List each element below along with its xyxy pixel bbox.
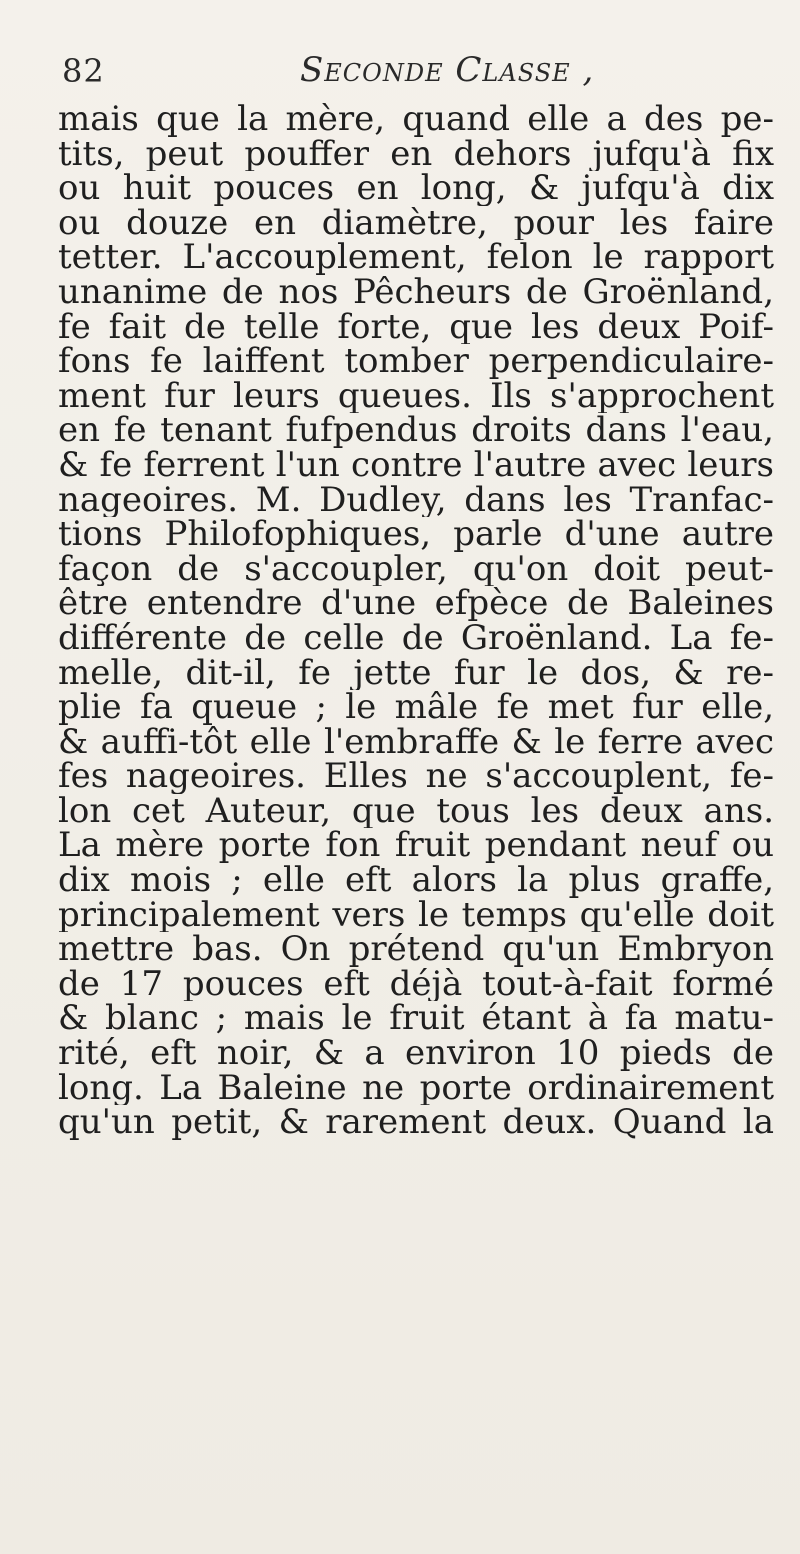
text-line: façon de s'accoupler, qu'on doit peut- <box>58 551 774 587</box>
text-line: & fe ferrent l'un contre l'autre avec leurs <box>58 447 774 483</box>
text-line: fes nageoires. Elles ne s'accouplent, fe- <box>58 759 774 794</box>
text-line: mais que la mère, quand elle a des pe- <box>58 102 774 137</box>
body-text <box>58 102 774 1140</box>
text-line: principalement vers le temps qu'elle doit <box>58 897 774 933</box>
page-number: 82 <box>62 52 105 90</box>
text-line: en fe tenant fufpendus droits dans l'eau, <box>58 413 774 448</box>
text-line: ou huit pouces en long, & jufqu'à dix <box>58 171 774 206</box>
text-line: mettre bas. On prétend qu'un Embryon <box>58 932 774 967</box>
text-line: plie fa queue ; le mâle fe met fur elle, <box>58 690 774 725</box>
text-line: fe fait de telle forte, que les deux Poif- <box>58 309 774 345</box>
text-line: tions Philofophiques, parle d'une autre <box>58 517 774 552</box>
running-head: Seconde Classe , <box>300 50 595 90</box>
text-line: long. La Baleine ne porte ordinairement <box>58 1070 774 1106</box>
text-line: différente de celle de Groënland. La fe- <box>58 620 774 656</box>
text-line: & blanc ; mais le fruit étant à fa matu- <box>58 1001 774 1037</box>
text-line: être entendre d'une efpèce de Baleines <box>58 586 774 621</box>
text-line: qu'un petit, & rarement deux. Quand la <box>58 1105 774 1140</box>
text-line: unanime de nos Pêcheurs de Groënland, <box>58 274 774 310</box>
text-line: de 17 pouces eft déjà tout-à-fait formé <box>58 966 774 1002</box>
text-line: tetter. L'accouplement, felon le rapport <box>58 240 774 275</box>
text-line: dix mois ; elle eft alors la plus graffe, <box>58 863 774 898</box>
text-line: rité, eft noir, & a environ 10 pieds de <box>58 1036 774 1071</box>
text-line: lon cet Auteur, que tous les deux ans. <box>58 793 774 829</box>
text-line: ment fur leurs queues. Ils s'approchent <box>58 378 774 414</box>
text-line: fons fe laiffent tomber perpendiculaire- <box>58 344 774 379</box>
text-line: nageoires. M. Dudley, dans les Tranfac- <box>58 482 774 518</box>
text-line: melle, dit-il, fe jette fur le dos, & re- <box>58 655 774 691</box>
text-line: tits, peut pouffer en dehors jufqu'à fix <box>58 136 774 172</box>
text-line: ou douze en diamètre, pour les faire <box>58 205 774 241</box>
text-line: & auffi-tôt elle l'embraffe & le ferre avec <box>58 724 774 760</box>
text-line: La mère porte fon fruit pendant neuf ou <box>58 828 774 864</box>
page-header <box>62 48 762 98</box>
